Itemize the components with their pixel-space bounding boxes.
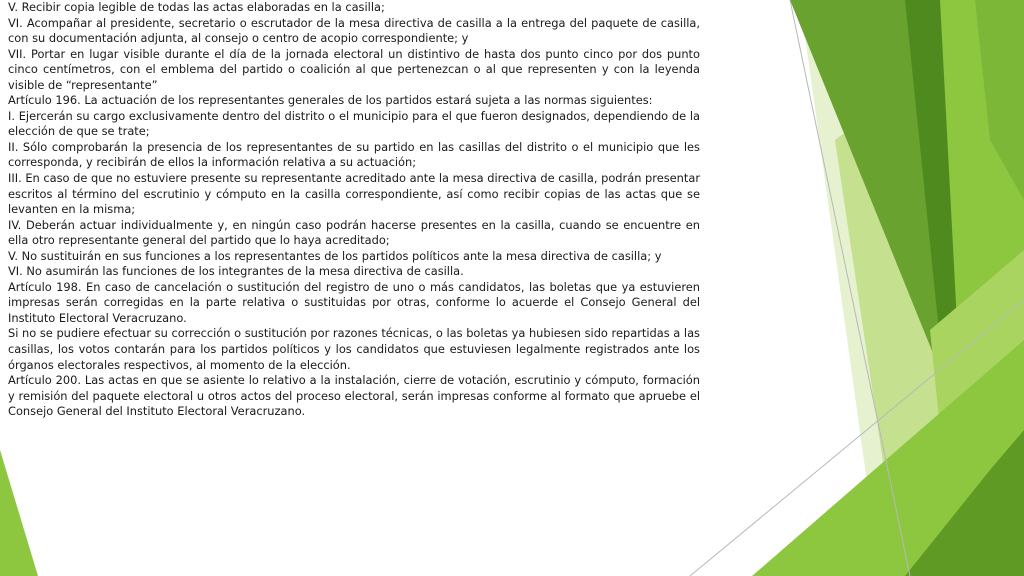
paragraph-fraccion-v: V. Recibir copia legible de todas las actas elaboradas en la casilla; [8, 0, 385, 14]
paragraph-196-fraccion-i: I. Ejercerán su cargo exclusivamente dentro del distrito o el municipio para el que fueron designados, dependiendo de la elección de que se trate; [8, 108, 700, 139]
paragraph-articulo-200: Artículo 200. Las actas en que se asiente lo relativo a la instalación, cierre de votación, escrutinio y cómputo, formación y remisión del paquete electoral u otros actos del proceso electoral, serán impresas conforme al formato que apruebe el Consejo General del Instituto Electoral Veracruzano. [8, 373, 700, 419]
paragraph-articulo-198: Artículo 198. En caso de cancelación o sustitución del registro de uno o más candidatos, las boletas que ya estuvieren impresas serán corregidas en la parte relativa o sustituidas por otras, conforme lo acuerde el Consejo General del Instituto Electoral Veracruzano. [8, 279, 700, 325]
paragraph-196-fraccion-iv: IV. Deberán actuar individualmente y, en ningún caso podrán hacerse presentes en la casilla, cuando se encuentre en ella otro representante general del partido que lo haya acreditado; [8, 217, 700, 248]
left-green-triangle [0, 450, 38, 576]
paragraph-fraccion-vi: VI. Acompañar al presidente, secretario o escrutador de la mesa directiva de casilla a la entrega del paquete de casilla, con su documentación adjunta, al consejo o centro de acopio correspondiente; y [8, 15, 700, 46]
paragraph-fraccion-vii: VII. Portar en lugar visible durante el día de la jornada electoral un distintivo de hasta dos punto cinco por dos punto cinco centímetros, con el emblema del partido o coalición al que pertenezcan o al que representen y con la leyenda visible de “representante” [8, 46, 700, 92]
document-body [8, 0, 700, 420]
paragraph-198-continuacion: Si no se pudiere efectuar su corrección o sustitución por razones técnicas, o las boletas ya hubiesen sido repartidas a las casillas, los votos contarán para los partidos políticos y los candidatos que estuviesen legalmente registrados ante los órganos electorales respectivos, al momento de la elección. [8, 326, 700, 372]
paragraph-196-fraccion-v: V. No sustituirán en sus funciones a los representantes de los partidos políticos ante la mesa directiva de casilla; y [8, 248, 662, 263]
paragraph-196-fraccion-vi: VI. No asumirán las funciones de los integrantes de la mesa directiva de casilla. [8, 264, 464, 279]
paragraph-articulo-196: Artículo 196. La actuación de los representantes generales de los partidos estará sujeta a las normas siguientes: [8, 93, 653, 108]
paragraph-196-fraccion-iii: III. En caso de que no estuviere presente su representante acreditado ante la mesa directiva de casilla, podrán presentar escritos al término del escrutinio y cómputo en la casilla correspondiente, así como recibir copias de las actas que se levanten en la misma; [8, 171, 700, 217]
paragraph-196-fraccion-ii: II. Sólo comprobarán la presencia de los representantes de su partido en las casillas del distrito o el municipio que les corresponda, y recibirán de ellos la información relativa a su actuación; [8, 139, 700, 170]
